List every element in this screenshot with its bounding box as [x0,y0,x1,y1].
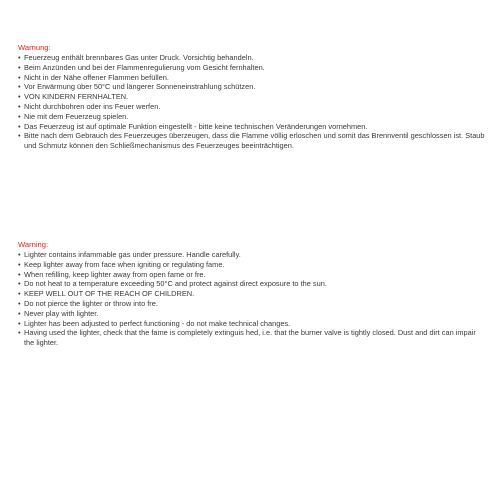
list-item: • Bitte nach dem Gebrauch des Feuerzeuges überzeugen, dass die Flamme völlig erloschen und somit das Brennventil geschlossen ist. Staub und Schmutz können den Schließmechanismus des Feuerzeuges beeinträchtigen. [18,131,485,151]
bullet-icon: • [18,82,21,92]
bullet-icon: • [18,62,21,72]
bullet-icon: • [18,121,21,131]
bullet-icon: • [18,298,21,308]
bullet-icon: • [18,53,21,62]
list-item: • Nie mit dem Feuerzeug spielen. [18,111,129,121]
list-item: • Never play with lighter. [18,308,99,318]
german-warning-heading: Warnung: [18,43,51,52]
english-warning-heading: Warning: [18,240,49,249]
german-warning-block [18,43,488,151]
bullet-icon: • [18,269,21,279]
list-item: • Beim Anzünden und bei der Flammenregulierung vom Gesicht fernhalten. [18,62,265,72]
bullet-icon: • [18,328,21,338]
bullet-icon: • [18,318,21,328]
list-item: • Keep lighter away from face when igniting or regulating fame. [18,259,225,269]
list-item: • Nicht in der Nähe offener Flammen befüllen. [18,72,169,82]
bullet-icon: • [18,92,21,102]
bullet-icon: • [18,259,21,269]
list-item: • Lighter contains infammable gas under pressure. Handle carefully. [18,250,241,259]
bullet-icon: • [18,101,21,111]
list-item: • When refilling, keep lighter away from open fame or fre. [18,269,206,279]
list-item: • Nicht durchbohren oder ins Feuer werfen. [18,101,161,111]
list-item: • Do not heat to a temperature exceeding 50°C and protect against direct exposure to the sun. [18,279,327,289]
list-item: • Das Feuerzeug ist auf optimale Funktion eingestellt - bitte keine technischen Veränderungen vornehmen. [18,121,368,131]
bullet-icon: • [18,250,21,259]
bullet-icon: • [18,111,21,121]
bullet-icon: • [18,308,21,318]
list-item: • Vor Erwärmung über 50°C und längerer Sonneneinstrahlung schützen. [18,82,256,92]
list-item: • VON KINDERN FERNHALTEN. [18,92,129,102]
english-warning-block [18,240,488,348]
list-item: • Do not pierce the lighter or throw into fre. [18,298,158,308]
bullet-icon: • [18,72,21,82]
german-warning-list [18,53,488,151]
list-item: • Feuerzeug enthält brennbares Gas unter Druck. Vorsichtig behandeln. [18,53,254,62]
bullet-icon: • [18,289,21,299]
bullet-icon: • [18,279,21,289]
list-item: • KEEP WELL OUT OF THE REACH OF CHILDREN. [18,289,195,299]
list-item: • Having used the lighter, check that the fame is completely extinguis hed, i.e. that the burner valve is tightly closed. Dust and dirt can impair the lighter. [18,328,476,348]
list-item: • Lighter has been adjusted to perfect functioning - do not make technical changes. [18,318,291,328]
english-warning-list [18,250,488,348]
bullet-icon: • [18,131,21,141]
